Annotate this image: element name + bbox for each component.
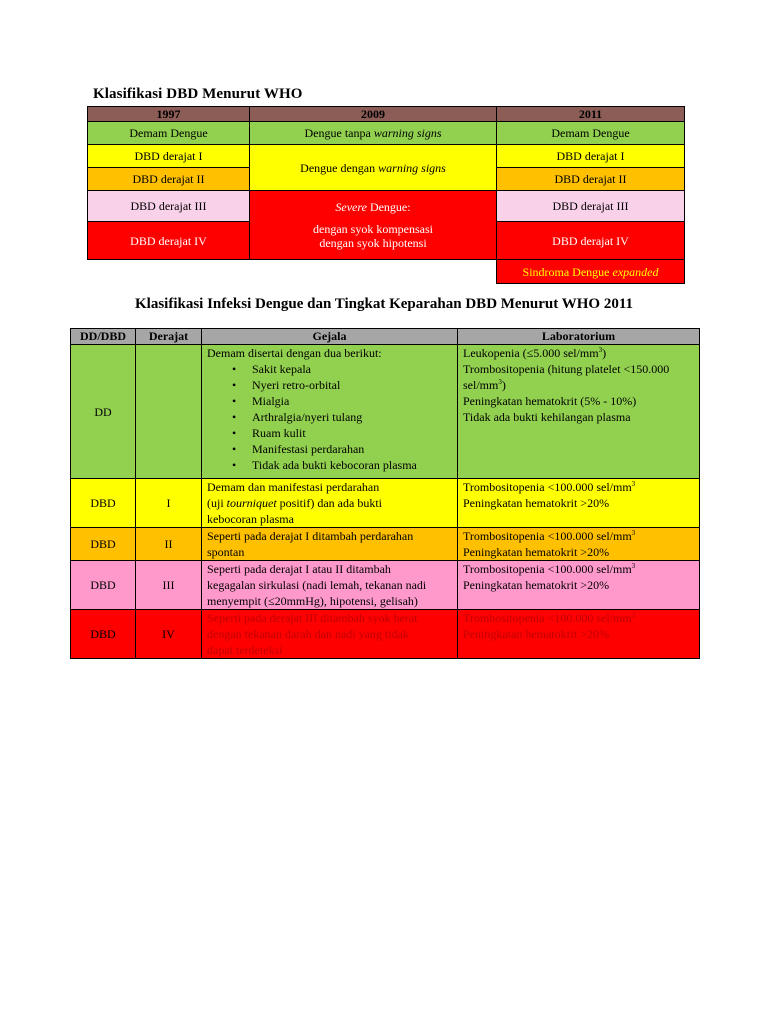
header-derajat: Derajat: [136, 329, 202, 345]
table1-row-g3: [88, 191, 685, 222]
grade-dd: [136, 345, 202, 479]
cell-1997-g2: DBD derajat II: [88, 168, 250, 191]
symptom-item: • Mialgia: [232, 394, 290, 408]
table1-row-expanded: [88, 260, 685, 284]
lab-dd: [458, 345, 700, 479]
cell-2011-g4: DBD derajat IV: [497, 222, 685, 260]
lab-g3: Trombositopenia <100.000 sel/$mm^3$ Peningkatan hematokrit >20%: [458, 561, 700, 610]
symptoms-intro: Demam disertai dengan dua berikut:: [207, 346, 382, 360]
bullet-icon: •: [232, 410, 237, 424]
severity-table: [70, 328, 700, 659]
bullet-icon: •: [232, 378, 237, 392]
cell-1997-g1: DBD derajat I: [88, 145, 250, 168]
header-dd-dbd: DD/DBD: [71, 329, 136, 345]
table2-row-g2: [71, 528, 700, 561]
lab-unit: sel/$mm^3$): [463, 378, 506, 392]
type-g4: DBD: [71, 610, 136, 659]
severe-line-2: dengan syok hipotensi: [319, 236, 427, 250]
lab-g1: Trombositopenia <100.000 sel/$mm^3$ Peningkatan hematokrit >20%: [458, 479, 700, 528]
cell-1997-g4: DBD derajat IV: [88, 222, 250, 260]
symptoms-g1: Demam dan manifestasi perdarahan (uji tourniquet positif) dan ada bukti kebocoran plasma: [202, 479, 458, 528]
cell-2011-g2: DBD derajat II: [497, 168, 685, 191]
symptoms-g3: Seperti pada derajat I atau II ditambah kegagalan sirkulasi (nadi lemah, tekanan nadi menyempit (≤20mmHg), hipotensi, gelisah): [202, 561, 458, 610]
table1-row-g1: [88, 145, 685, 168]
symptoms-g4: Seperti pada derajat III ditambah syok berat dengan tekanan darah dan nadi yang tidak dapat terdeteksi: [202, 610, 458, 659]
symptom-item: • Ruam kulit: [232, 426, 306, 440]
grade-g3: III: [136, 561, 202, 610]
header-2011: 2011: [497, 107, 685, 122]
lab-plasma: Tidak ada bukti kehilangan plasma: [463, 410, 631, 424]
bullet-icon: •: [232, 458, 237, 472]
header-gejala: Gejala: [202, 329, 458, 345]
type-g2: DBD: [71, 528, 136, 561]
cell-2011-dd: Demam Dengue: [497, 122, 685, 145]
type-g3: DBD: [71, 561, 136, 610]
bullet-icon: •: [232, 426, 237, 440]
symptoms-g2: Seperti pada derajat I ditambah perdarahan spontan: [202, 528, 458, 561]
header-1997: 1997: [88, 107, 250, 122]
lab-leukopenia: Leukopenia (≤5.000 sel/$mm^3$): [463, 346, 607, 360]
table2-header-row: [71, 329, 700, 345]
cell-2009-severe: [250, 191, 497, 260]
cell-2011-expanded: Sindroma Dengue expanded: [497, 260, 685, 284]
bullet-icon: •: [232, 394, 237, 408]
cell-2011-g3: DBD derajat III: [497, 191, 685, 222]
severe-dengue-label: Severe Dengue:: [335, 200, 411, 214]
cell-1997-dd: Demam Dengue: [88, 122, 250, 145]
cell-2011-g1: DBD derajat I: [497, 145, 685, 168]
lab-g2: Trombositopenia <100.000 sel/$mm^3$ Peningkatan hematokrit >20%: [458, 528, 700, 561]
bullet-icon: •: [232, 442, 237, 456]
symptoms-dd: [202, 345, 458, 479]
table2-title: Klasifikasi Infeksi Dengue dan Tingkat Keparahan DBD Menurut WHO 2011: [134, 296, 634, 312]
symptom-item: • Tidak ada bukti kebocoran plasma: [232, 458, 417, 472]
table2-row-g4: [71, 610, 700, 659]
grade-g2: II: [136, 528, 202, 561]
symptoms-list: [207, 361, 452, 473]
who-classification-table: [87, 106, 685, 284]
severe-line-1: dengan syok kompensasi: [313, 222, 433, 236]
table2-row-g1: [71, 479, 700, 528]
lab-g4: Trombositopenia <100.000 sel/$mm^3$ Peningkatan hematokrit >20%: [458, 610, 700, 659]
table1-title: Klasifikasi DBD Menurut WHO: [93, 86, 303, 102]
grade-g1: I: [136, 479, 202, 528]
lab-thrombocytopenia: Trombositopenia (hitung platelet <150.000: [463, 362, 670, 376]
table2-row-dd: [71, 345, 700, 479]
symptom-item: • Manifestasi perdarahan: [232, 442, 365, 456]
table1-row-dd: [88, 122, 685, 145]
header-2009: 2009: [250, 107, 497, 122]
symptom-item: • Arthralgia/nyeri tulang: [232, 410, 363, 424]
cell-2009-without-warning: Dengue tanpa warning signs: [250, 122, 497, 145]
lab-hematocrit: Peningkatan hematokrit (5% - 10%): [463, 394, 637, 408]
symptom-item: • Nyeri retro-orbital: [232, 378, 341, 392]
symptom-item: • Sakit kepala: [232, 362, 311, 376]
table2-row-g3: [71, 561, 700, 610]
bullet-icon: •: [232, 362, 237, 376]
cell-1997-g3: DBD derajat III: [88, 191, 250, 222]
grade-g4: IV: [136, 610, 202, 659]
table1-header-row: [88, 107, 685, 122]
type-g1: DBD: [71, 479, 136, 528]
cell-2009-with-warning: Dengue dengan warning signs: [250, 145, 497, 191]
type-dd: DD: [71, 345, 136, 479]
header-laboratorium: Laboratorium: [458, 329, 700, 345]
